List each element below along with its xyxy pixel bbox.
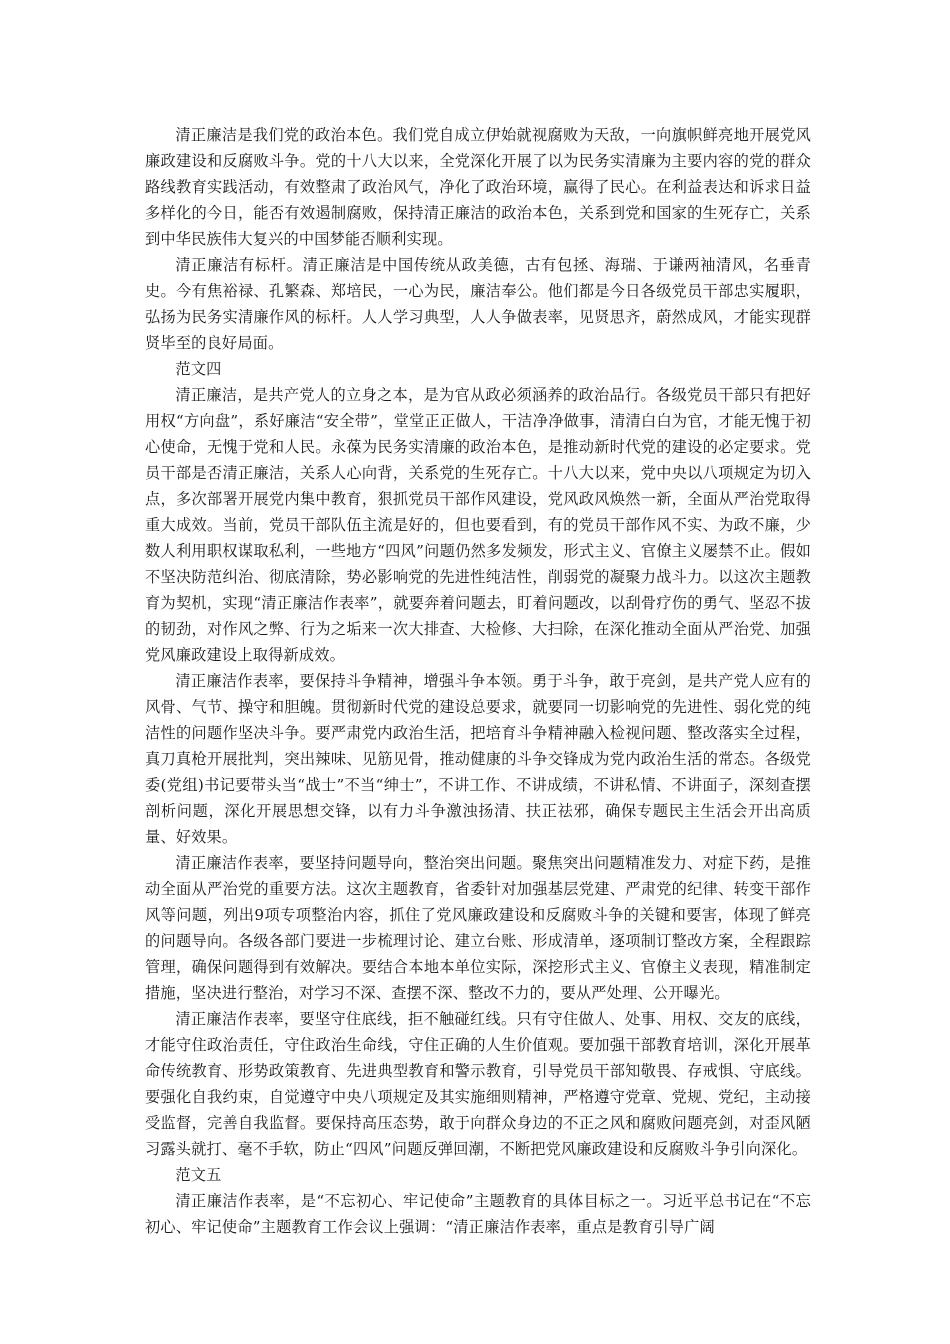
- paragraph-5: 清正廉洁作表率，要坚持问题导向，整治突出问题。聚焦突出问题精准发力、对症下药，是推动全面从严治党的重要方法。这次主题教育，省委针对加强基层党建、严肃党的纪律、转变干部作风等问题，列出9项专项整治内容，抓住了党风廉政建设和反腐败斗争的关键和要害，体现了鲜亮的问题导向。各级各部门要进一步梳理讨论、建立台账、形成清单，逐项制订整改方案，全程跟踪管理，确保问题得到有效解决。要结合本地本单位实际，深挖形式主义、官僚主义表现，精准制定措施，坚决进行整治，对学习不深、查摆不深、整改不力的，要从严处理、公开曝光。: [145, 854, 811, 1002]
- paragraph-4: 清正廉洁作表率，要保持斗争精神，增强斗争本领。勇于斗争，敢于亮剑，是共产党人应有的风骨、气节、操守和胆魄。贯彻新时代党的建设总要求，就要同一切影响党的先进性、弱化党的纯洁性的问题作坚决斗争。要严肃党内政治生活，把培育斗争精神融入检视问题、整改落实全过程，真刀真枪开展批判，突出辣味、见筋见骨，推动健康的斗争交锋成为党内政治生活的常态。各级党委(党组)书记要带头当“战士”不当“绅士”，不讲工作、不讲成绩，不讲私情、不讲面子，深刻查摆剖析问题，深化开展思想交锋，以有力斗争激浊扬清、扶正祛邪，确保专题民主生活会开出高质量、好效果。: [145, 672, 811, 846]
- paragraph-3: 清正廉洁，是共产党人的立身之本，是为官从政必须涵养的政治品行。各级党员干部只有把好用权“方向盘”，系好廉洁“安全带”，堂堂正正做人，干洁净净做事，清清白白为官，才能无愧于初心使命，无愧于党和人民。永葆为民务实清廉的政治本色，是推动新时代党的建设的必定要求。党员干部是否清正廉洁，关系人心向背，关系党的生死存亡。十八大以来，党中央以八项规定为切入点，多次部署开展党内集中教育，狠抓党员干部作风建设，党风政风焕然一新，全面从严治党取得重大成效。当前，党员干部队伍主流是好的，但也要看到，有的党员干部作风不实、为政不廉，少数人利用职权谋取私利，一些地方“四风”问题仍然多发频发，形式主义、官僚主义屡禁不止。假如不坚决防范纠治、彻底清除，势必影响党的先进性纯洁性，削弱党的凝聚力战斗力。以这次主题教育为契机，实现“清正廉洁作表率”，就要奔着问题去，盯着问题改，以刮骨疗伤的勇气、坚忍不拔的韧劲，对作风之弊、行为之垢来一次大排查、大检修、大扫除，在深化推动全面从严治党、加强党风廉政建设上取得新成效。: [145, 386, 811, 664]
- paragraph-7: 清正廉洁作表率，是“不忘初心、牢记使命”主题教育的具体目标之一。习近平总书记在“不忘初心、牢记使命”主题教育工作会议上强调：“清正廉洁作表率，重点是教育引导广阔: [145, 1192, 811, 1236]
- document-body: [145, 122, 811, 1240]
- section-heading-4: 范文四: [175, 360, 222, 378]
- paragraph-2: 清正廉洁有标杆。清正廉洁是中国传统从政美德，古有包拯、海瑞、于谦两袖清风，名垂青史。今有焦裕禄、孔繁森、郑培民，一心为民，廉洁奉公。他们都是今日各级党员干部忠实履职，弘扬为民务实清廉作风的标杆。人人学习典型，人人争做表率，见贤思齐，蔚然成风，才能实现群贤毕至的良好局面。: [145, 256, 811, 352]
- paragraph-6: 清正廉洁作表率，要坚守住底线，拒不触碰红线。只有守住做人、处事、用权、交友的底线，才能守住政治责任，守住政治生命线，守住正确的人生价值观。要加强干部教育培训，深化开展革命传统教育、形势政策教育、先进典型教育和警示教育，引导党员干部知敬畏、存戒惧、守底线。要强化自我约束，自觉遵守中央八项规定及其实施细则精神，严格遵守党章、党规、党纪，主动接受监督，完善自我监督。要保持高压态势，敢于向群众身边的不正之风和腐败问题亮剑，对歪风陋习露头就打、毫不手软，防止“四风”问题反弹回潮，不断把党风廉政建设和反腐败斗争引向深化。: [145, 1010, 811, 1158]
- section-heading-5: 范文五: [175, 1166, 222, 1184]
- paragraph-1: 清正廉洁是我们党的政治本色。我们党自成立伊始就视腐败为天敌，一向旗帜鲜亮地开展党风廉政建设和反腐败斗争。党的十八大以来，全党深化开展了以为民务实清廉为主要内容的党的群众路线教育实践活动，有效整肃了政治风气，净化了政治环境，赢得了民心。在利益表达和诉求日益多样化的今日，能否有效遏制腐败，保持清正廉洁的政治本色，关系到党和国家的生死存亡，关系到中华民族伟大复兴的中国梦能否顺利实现。: [145, 126, 811, 248]
